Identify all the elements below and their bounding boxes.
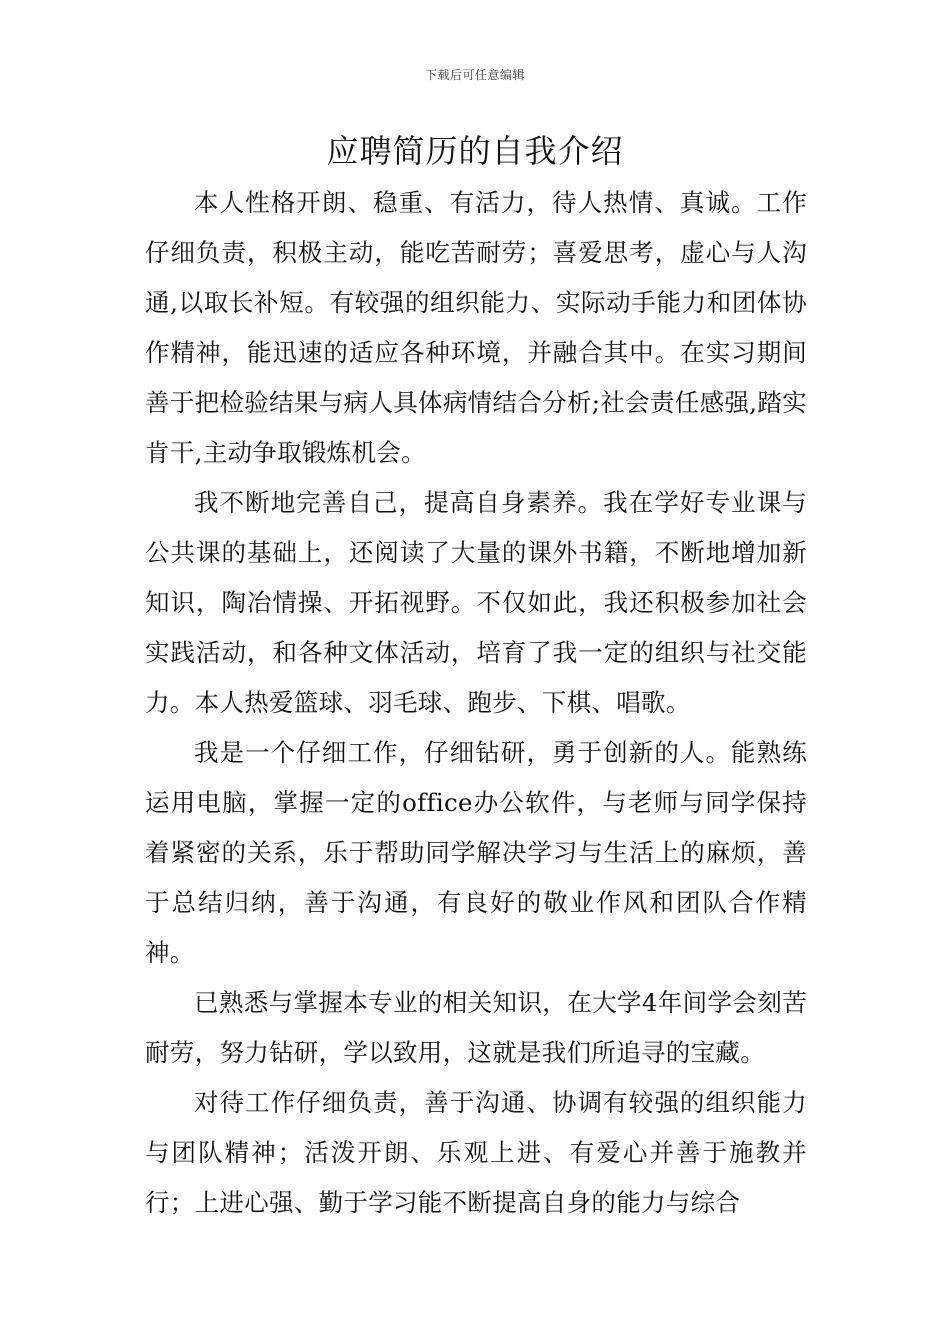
paragraph-2: 我不断地完善自己，提高自身素养。我在学好专业课与公共课的基础上，还阅读了大量的课外书籍，不断地增加新知识，陶冶情操、开拓视野。不仅如此，我还积极参加社会实践活动，和各种文体活动，培育了我一定的组织与社交能力。本人热爱篮球、羽毛球、跑步、下棋、唱歌。	[145, 488, 807, 717]
paragraph-1: 本人性格开朗、稳重、有活力，待人热情、真诚。工作仔细负责，积极主动，能吃苦耐劳；喜爱思考，虚心与人沟通,以取长补短。有较强的组织能力、实际动手能力和团体协作精神，能迅速的适应各种环境，并融合其中。在实习期间善于把检验结果与病人具体病情结合分析;社会责任感强,踏实肯干,主动争取锻炼机会。	[145, 188, 807, 467]
paragraph-4: 已熟悉与掌握本专业的相关知识，在大学4年间学会刻苦耐劳，努力钻研，学以致用，这就是我们所追寻的宝藏。	[145, 988, 807, 1067]
document-body	[145, 178, 807, 1228]
header-note: 下载后可任意编辑	[424, 68, 525, 82]
paragraph-3: 我是一个仔细工作，仔细钻研，勇于创新的人。能熟练运用电脑，掌握一定的office办公软件，与老师与同学保持着紧密的关系，乐于帮助同学解决学习与生活上的麻烦，善于总结归纳，善于沟通，有良好的敬业作风和团队合作精神。	[145, 738, 807, 967]
paragraph-5: 对待工作仔细负责，善于沟通、协调有较强的组织能力与团队精神；活泼开朗、乐观上进、有爱心并善于施教并行；上进心强、勤于学习能不断提高自身的能力与综合	[145, 1088, 807, 1217]
document-title: 应聘简历的自我介绍	[326, 132, 624, 170]
